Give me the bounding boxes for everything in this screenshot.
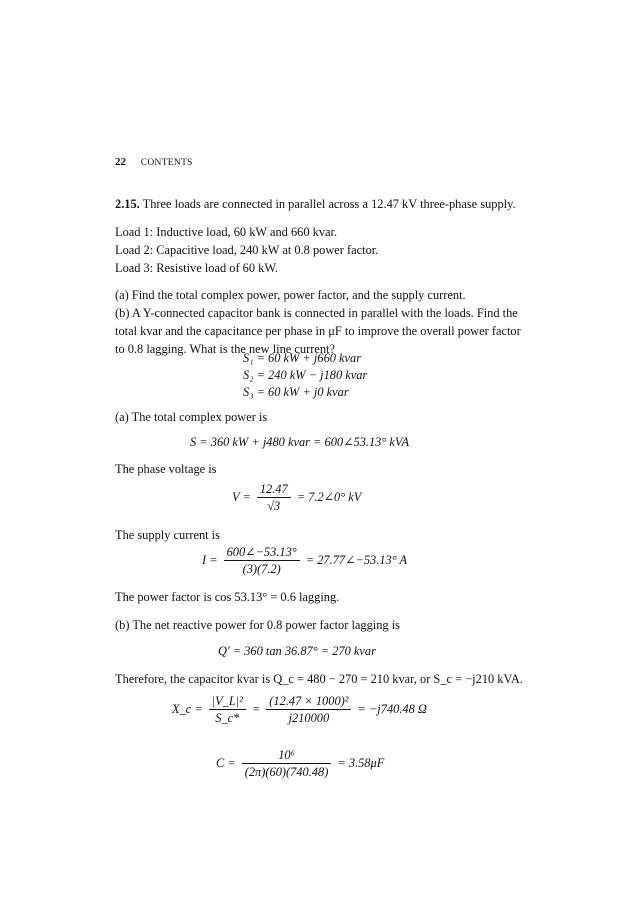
xc-lhs: X_c = (172, 702, 203, 716)
c-lhs: C = (216, 756, 236, 770)
xc-rhs: = −j740.48 Ω (357, 702, 427, 716)
page-header (115, 155, 193, 171)
v-fraction (257, 482, 291, 514)
equation-xc (172, 694, 427, 726)
v-denominator: √3 (267, 498, 281, 513)
load-1: Load 1: Inductive load, 60 kW and 660 kvar. (115, 225, 338, 239)
v-rhs: = 7.2∠0° kV (296, 490, 362, 504)
part-b-intro: (b) The net reactive power for 0.8 power factor lagging is (115, 618, 400, 632)
problem-statement (115, 196, 516, 214)
phase-voltage-intro: The phase voltage is (115, 462, 217, 476)
i-numerator: 600∠−53.13° (224, 545, 300, 561)
equation-capacitance (216, 748, 384, 780)
c-rhs: = 3.58μF (337, 756, 385, 770)
equation-total-power: S = 360 kW + j480 kvar = 600∠53.13° kVA (190, 435, 410, 449)
problem-text: Three loads are connected in parallel across a 12.47 kV three-phase supply. (142, 197, 516, 211)
page-number: 22 (115, 156, 126, 168)
xc-numerator-1: |V_L|² (209, 694, 246, 710)
xc-numerator-2: (12.47 × 1000)² (266, 694, 351, 710)
load-2: Load 2: Capacitive load, 240 kW at 0.8 power factor. (115, 243, 379, 257)
i-denominator: (3)(7.2) (242, 561, 281, 576)
equation-s3: S₃ = 60 kW + j0 kvar (243, 385, 349, 399)
xc-equals: = (251, 702, 261, 716)
power-factor-statement: The power factor is cos 53.13° = 0.6 lagging. (115, 590, 340, 604)
problem-number: 2.15. (115, 197, 140, 211)
supply-current-intro: The supply current is (115, 528, 220, 542)
v-lhs: V = (232, 490, 251, 504)
part-b-question-line-2: total kvar and the capacitance per phase in μF to improve the overall power factor (115, 324, 521, 338)
running-head: CONTENTS (140, 158, 193, 168)
i-rhs: = 27.77∠−53.13° A (305, 553, 408, 567)
v-numerator: 12.47 (257, 482, 291, 498)
equation-supply-current (202, 545, 407, 577)
equation-s2: S₂ = 240 kW − j180 kvar (243, 368, 368, 382)
part-b-question-line-3: to 0.8 lagging. What is the new line current? (115, 342, 335, 356)
part-a-question: (a) Find the total complex power, power factor, and the supply current. (115, 288, 466, 302)
xc-denominator-1: S_c* (215, 710, 240, 725)
xc-denominator-2: j210000 (288, 710, 330, 725)
xc-fraction-2 (266, 694, 351, 726)
equation-s1: S₁ = 60 kW + j660 kvar (243, 351, 362, 365)
equation-phase-voltage (232, 482, 361, 514)
capacitor-kvar-statement: Therefore, the capacitor kvar is Q_c = 480 − 270 = 210 kvar, or S_c = −j210 kVA. (115, 672, 523, 686)
c-fraction (242, 748, 332, 780)
i-lhs: I = (202, 553, 218, 567)
xc-fraction-1 (209, 694, 246, 726)
equation-q-prime: Q′ = 360 tan 36.87° = 270 kvar (218, 644, 376, 658)
load-3: Load 3: Resistive load of 60 kW. (115, 261, 279, 275)
total-power-intro: (a) The total complex power is (115, 410, 268, 424)
part-b-question-line-1: (b) A Y-connected capacitor bank is connected in parallel with the loads. Find the (115, 306, 518, 320)
c-denominator: (2π)(60)(740.48) (244, 764, 329, 779)
c-numerator: 10⁶ (242, 748, 332, 764)
i-fraction (224, 545, 300, 577)
